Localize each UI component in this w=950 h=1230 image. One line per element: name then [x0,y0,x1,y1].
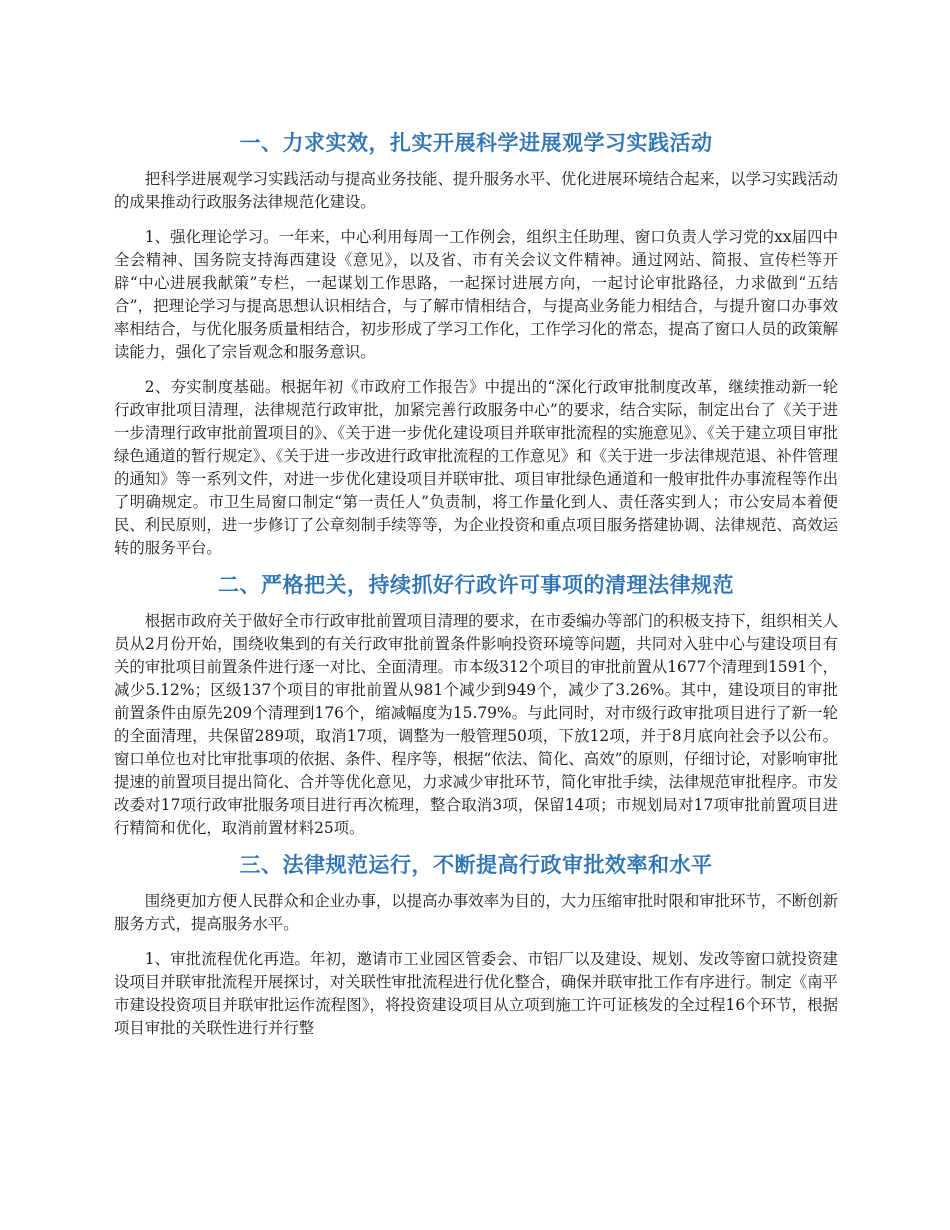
paragraph-process-optimization: 1、审批流程优化再造。年初，邀请市工业园区管委会、市铝厂以及建设、规划、发改等窗口就投资建设项目并联审批流程开展探讨，对关联性审批流程进行优化整合，确保并联审批工作有序进行。制定《南平市建设投资项目并联审批运作流程图》，将投资建设项目从立项到施工许可证核发的全过程16个环节，根据项目审批的关联性进行并行整 [114,950,838,1037]
section-heading-1: 一、力求实效，扎实开展科学进展观学习实践活动 [239,131,713,155]
paragraph-system-foundation: 2、夯实制度基础。根据年初《市政府工作报告》中提出的“深化行政审批制度改革，继续推动新一轮行政审批项目清理，法律规范行政审批，加紧完善行政服务中心”的要求，结合实际，制定出台了《关于进一步清理行政审批前置项目的》、《关于进一步优化建设项目并联审批流程的实施意见》、《关于建立项目审批绿色通道的暂行规定》、《关于进一步改进行政审批流程的工作意见》和《关于进一步法律规范退、补件管理的通知》等一系列文件，对进一步优化建设项目并联审批、项目审批绿色通道和一般审批件办事流程等作出了明确规定。市卫生局窗口制定“第一责任人”负责制，将工作量化到人、责任落实到人；市公安局本着便民、利民原则，进一步修订了公章刻制手续等等，为企业投资和重点项目服务搭建协调、法律规范、高效运转的服务平台。 [114,378,838,557]
paragraph-theory-study: 1、强化理论学习。一年来，中心利用每周一工作例会，组织主任助理、窗口负责人学习党的xx届四中全会精神、国务院支持海西建设《意见》，以及省、市有关会议文件精神。通过网站、简报、宣传栏等开辟“中心进展我献策”专栏，一起谋划工作思路，一起探讨进展方向，一起讨论审批路径，力求做到“五结合”，把理论学习与提高思想认识相结合，与了解市情相结合，与提高业务能力相结合，与提升窗口办事效率相结合，与优化服务质量相结合，初步形成了学习工作化，工作学习化的常态，提高了窗口人员的政策解读能力，强化了宗旨观念和服务意识。 [114,228,838,361]
paragraph-intro-3: 围绕更加方便人民群众和企业办事，以提高办事效率为目的，大力压缩审批时限和审批环节，不断创新服务方式，提高服务水平。 [114,892,838,933]
paragraph-intro-1: 把科学进展观学习实践活动与提高业务技能、提升服务水平、优化进展环境结合起来，以学习实践活动的成果推动行政服务法律规范化建设。 [114,170,838,211]
section-heading-2: 二、严格把关，持续抓好行政许可事项的清理法律规范 [218,573,734,597]
paragraph-cleanup: 根据市政府关于做好全市行政审批前置项目清理的要求，在市委编办等部门的积极支持下，组织相关人员从2月份开始，围绕收集到的有关行政审批前置条件影响投资环境等问题，共同对入驻中心与建设项目有关的审批项目前置条件进行逐一对比、全面清理。市本级312个项目的审批前置从1677个清理到1591个，减少5.12%；区级137个项目的审批前置从981个减少到949个，减少了3.26%。其中，建设项目的审批前置条件由原先209个清理到176个，缩减幅度为15.79%。与此同时，对市级行政审批项目进行了新一轮的全面清理，共保留289项，取消17项，调整为一般管理50项，下放12项，并于8月底向社会予以公布。窗口单位也对比审批事项的依据、条件、程序等，根据“依法、简化、高效”的原则，仔细讨论，对影响审批提速的前置项目提出简化、合并等优化意见，力求减少审批环节，简化审批手续，法律规范审批程序。市发改委对17项行政审批服务项目进行再次梳理，整合取消3项，保留14项；市规划局对17项审批前置项目进行精简和优化，取消前置材料25项。 [114,612,838,837]
document-page [114,124,838,1040]
section-heading-3: 三、法律规范运行，不断提高行政审批效率和水平 [239,853,713,877]
